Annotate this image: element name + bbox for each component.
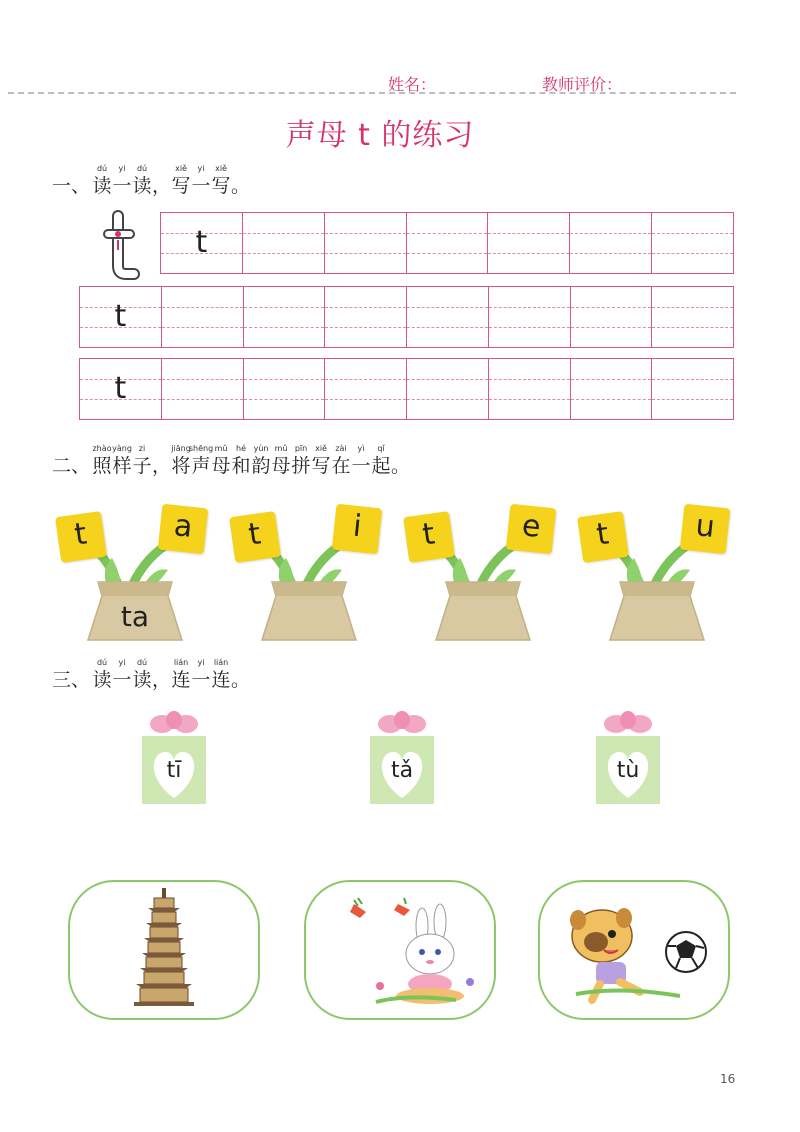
writing-cell[interactable] — [80, 287, 161, 347]
consonant-card: t — [403, 511, 455, 563]
model-letter: t — [114, 299, 127, 334]
consonant-card: t — [229, 511, 281, 563]
section-two-number: 二、 — [52, 455, 91, 477]
writing-cell[interactable] — [406, 213, 488, 273]
vowel-card: a — [158, 504, 209, 555]
writing-cell[interactable] — [406, 287, 488, 347]
flower-pot-3 — [398, 500, 568, 645]
writing-cell[interactable] — [488, 287, 570, 347]
writing-cell[interactable] — [161, 213, 242, 273]
syllable-gift-3[interactable] — [592, 710, 664, 806]
model-letter: t — [195, 225, 208, 260]
writing-cell[interactable] — [243, 359, 325, 419]
vowel-card: e — [506, 504, 557, 555]
letter-t-stroke-order-icon — [100, 210, 146, 280]
writing-cell[interactable] — [243, 287, 325, 347]
section-three-number: 三、 — [52, 669, 91, 691]
vowel-card: u — [680, 504, 731, 555]
writing-cell[interactable] — [161, 359, 243, 419]
writing-cell[interactable] — [570, 287, 652, 347]
syllable-text: tī — [166, 758, 182, 783]
writing-cell[interactable] — [324, 359, 406, 419]
writing-cell[interactable] — [161, 287, 243, 347]
vowel-card: i — [332, 504, 383, 555]
syllable-text: tù — [616, 758, 640, 783]
consonant-card: t — [55, 511, 107, 563]
section-two-heading: 二、 zhào 照 yàng 样 zi 子 ， jiāng 将 shēng 声 mǔ 母 hé 和 yùn 韵 mǔ 母 pīn 拼 xiě 写 zài 在 yì 一 qǐ 起 。 — [52, 444, 411, 477]
syllable-gift-2[interactable] — [366, 710, 438, 806]
teacher-evaluation-label: 教师评价： — [542, 75, 623, 94]
picture-frame-rabbit[interactable] — [304, 880, 496, 1020]
writing-cell[interactable] — [487, 213, 569, 273]
writing-grid-row-1 — [160, 212, 734, 274]
answer-syllable[interactable]: ta — [120, 600, 150, 633]
pagoda-icon — [70, 882, 258, 1018]
section-three-heading: 三、 dú 读 yi 一 dú 读 ， lián 连 yi 一 lián 连 。 — [52, 658, 251, 691]
writing-cell[interactable] — [242, 213, 324, 273]
writing-cell[interactable] — [569, 213, 651, 273]
section-one-heading: 一、 dú 读 yi 一 dú 读 ， xiě 写 yi 一 xiě 写 。 — [52, 164, 251, 197]
writing-cell[interactable] — [324, 213, 406, 273]
writing-grid-row-2 — [79, 286, 734, 348]
rabbit-icon — [306, 882, 494, 1018]
page-title: 声母 t 的练习 — [285, 118, 475, 153]
flower-pot-2 — [224, 500, 394, 645]
writing-cell[interactable] — [324, 287, 406, 347]
writing-cell[interactable] — [488, 359, 570, 419]
flower-pot-1 — [50, 500, 220, 645]
writing-cell[interactable] — [570, 359, 652, 419]
syllable-gift-1[interactable] — [138, 710, 210, 806]
flower-pot-4 — [572, 500, 742, 645]
syllable-text: tǎ — [390, 758, 414, 783]
model-letter: t — [114, 371, 127, 406]
header-divider — [8, 92, 736, 94]
writing-cell[interactable] — [406, 359, 488, 419]
picture-frame-pagoda[interactable] — [68, 880, 260, 1020]
writing-cell[interactable] — [651, 359, 733, 419]
writing-grid-row-3 — [79, 358, 734, 420]
writing-cell[interactable] — [651, 213, 733, 273]
page-number: 16 — [720, 1072, 736, 1086]
writing-cell[interactable] — [80, 359, 161, 419]
name-label: 姓名： — [388, 75, 437, 94]
picture-frame-puppy[interactable] — [538, 880, 730, 1020]
writing-cell[interactable] — [651, 287, 733, 347]
section-one-number: 一、 — [52, 175, 91, 197]
puppy-kicking-ball-icon — [540, 882, 728, 1018]
consonant-card: t — [577, 511, 629, 563]
